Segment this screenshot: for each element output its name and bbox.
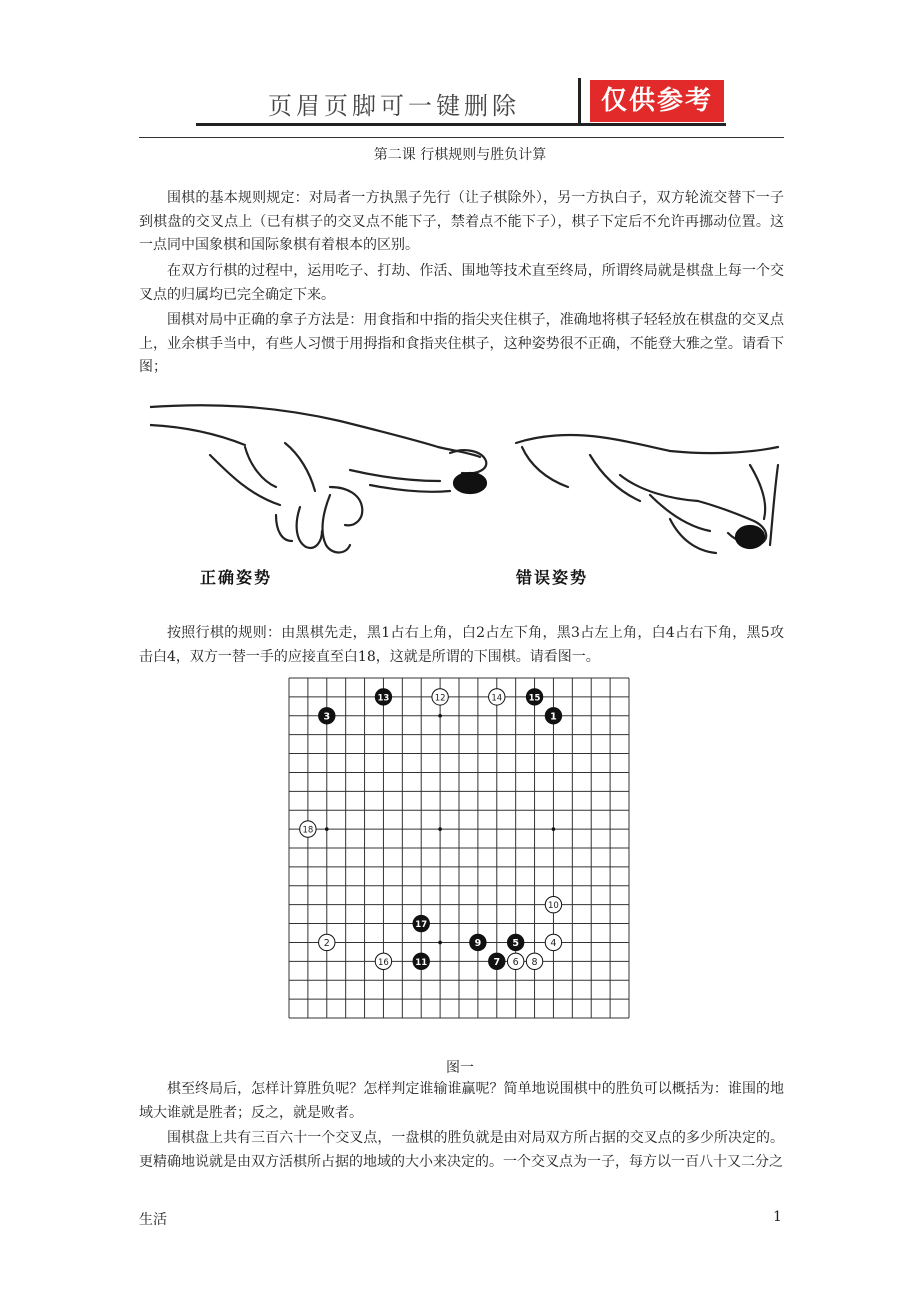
paragraph-intersections: 围棋盘上共有三百六十一个交叉点，一盘棋的胜负就是由对局双方所占据的交叉点的多少所决定的。更精确地说就是由双方活棋所占据的地域的大小来决定的。一个交叉点为一子，每方以一百八十又二分之 [139,1130,784,1170]
star-point [438,941,442,945]
stone-number-1: 1 [550,711,557,723]
stone-number-17: 17 [415,920,428,931]
stone-number-10: 10 [548,901,559,912]
paragraph-holding-stones: 围棋对局中正确的拿子方法是：用食指和中指的指尖夹住棋子，准确地将棋子轻轻放在棋盘的交叉点上，业余棋手当中，有些人习惯于用拇指和食指夹住棋子，这种姿势很不正确，不能登大雅之堂。请看下图； [139,312,784,375]
go-board-diagram [286,675,632,1021]
stone-number-7: 7 [493,956,501,968]
stone-number-16: 16 [378,957,389,968]
stone-number-13: 13 [377,693,390,704]
reference-only-badge: 仅供参考 [590,80,724,122]
caption-wrong-posture: 错误姿势 [516,568,589,587]
stone-number-3: 3 [323,711,331,723]
stone-number-14: 14 [491,693,503,704]
stone-number-12: 12 [434,693,446,704]
stone-number-9: 9 [474,937,482,949]
paragraph-basic-rules: 围棋的基本规则规定：对局者一方执黑子先行（让子棋除外），另一方执白子，双方轮流交替下一子到棋盘的交叉点上（已有棋子的交叉点不能下子，禁着点不能下子），棋子下定后不允许再挪动位置。这一点同中国象棋和国际象棋有着根本的区别。 [139,190,784,253]
star-point [325,827,329,831]
hand-posture-illustration [150,395,780,590]
figure-caption: 图一 [446,1060,474,1076]
stone-number-15: 15 [528,693,541,704]
stone-number-2: 2 [323,937,330,949]
stone-number-18: 18 [302,825,314,836]
stone-number-5: 5 [512,937,519,949]
star-point [438,827,442,831]
header-divider-vertical [578,78,581,126]
header-rule-thick [196,123,726,126]
stone-number-11: 11 [415,957,428,968]
paragraph-game-end: 在双方行棋的过程中，运用吃子、打劫、作活、围地等技术直至终局，所谓终局就是棋盘上每一个交叉点的归属均已完全确定下来。 [139,263,784,303]
footer-label: 生活 [139,1212,167,1228]
stone-number-6: 6 [512,956,519,968]
star-point [552,827,556,831]
stone-number-4: 4 [550,937,557,949]
star-point [438,714,442,718]
header-watermark-text: 页眉页脚可一键删除 [268,92,520,120]
caption-correct-posture: 正确姿势 [200,568,273,587]
page-number: 1 [773,1209,782,1225]
paragraph-move-sequence: 按照行棋的规则：由黑棋先走，黑1占右上角，白2占左下角，黑3占左上角，白4占右下角，黑5攻击白4，双方一替一手的应接直至白18，这就是所谓的下围棋。请看图一。 [139,625,784,665]
header-rule-thin [139,137,784,138]
paragraph-scoring-intro: 棋至终局后，怎样计算胜负呢？怎样判定谁输谁赢呢？简单地说围棋中的胜负可以概括为：谁围的地域大谁就是胜者；反之，就是败者。 [139,1081,784,1121]
stone-number-8: 8 [531,956,538,968]
lesson-title: 第二课 行棋规则与胜负计算 [373,147,547,163]
